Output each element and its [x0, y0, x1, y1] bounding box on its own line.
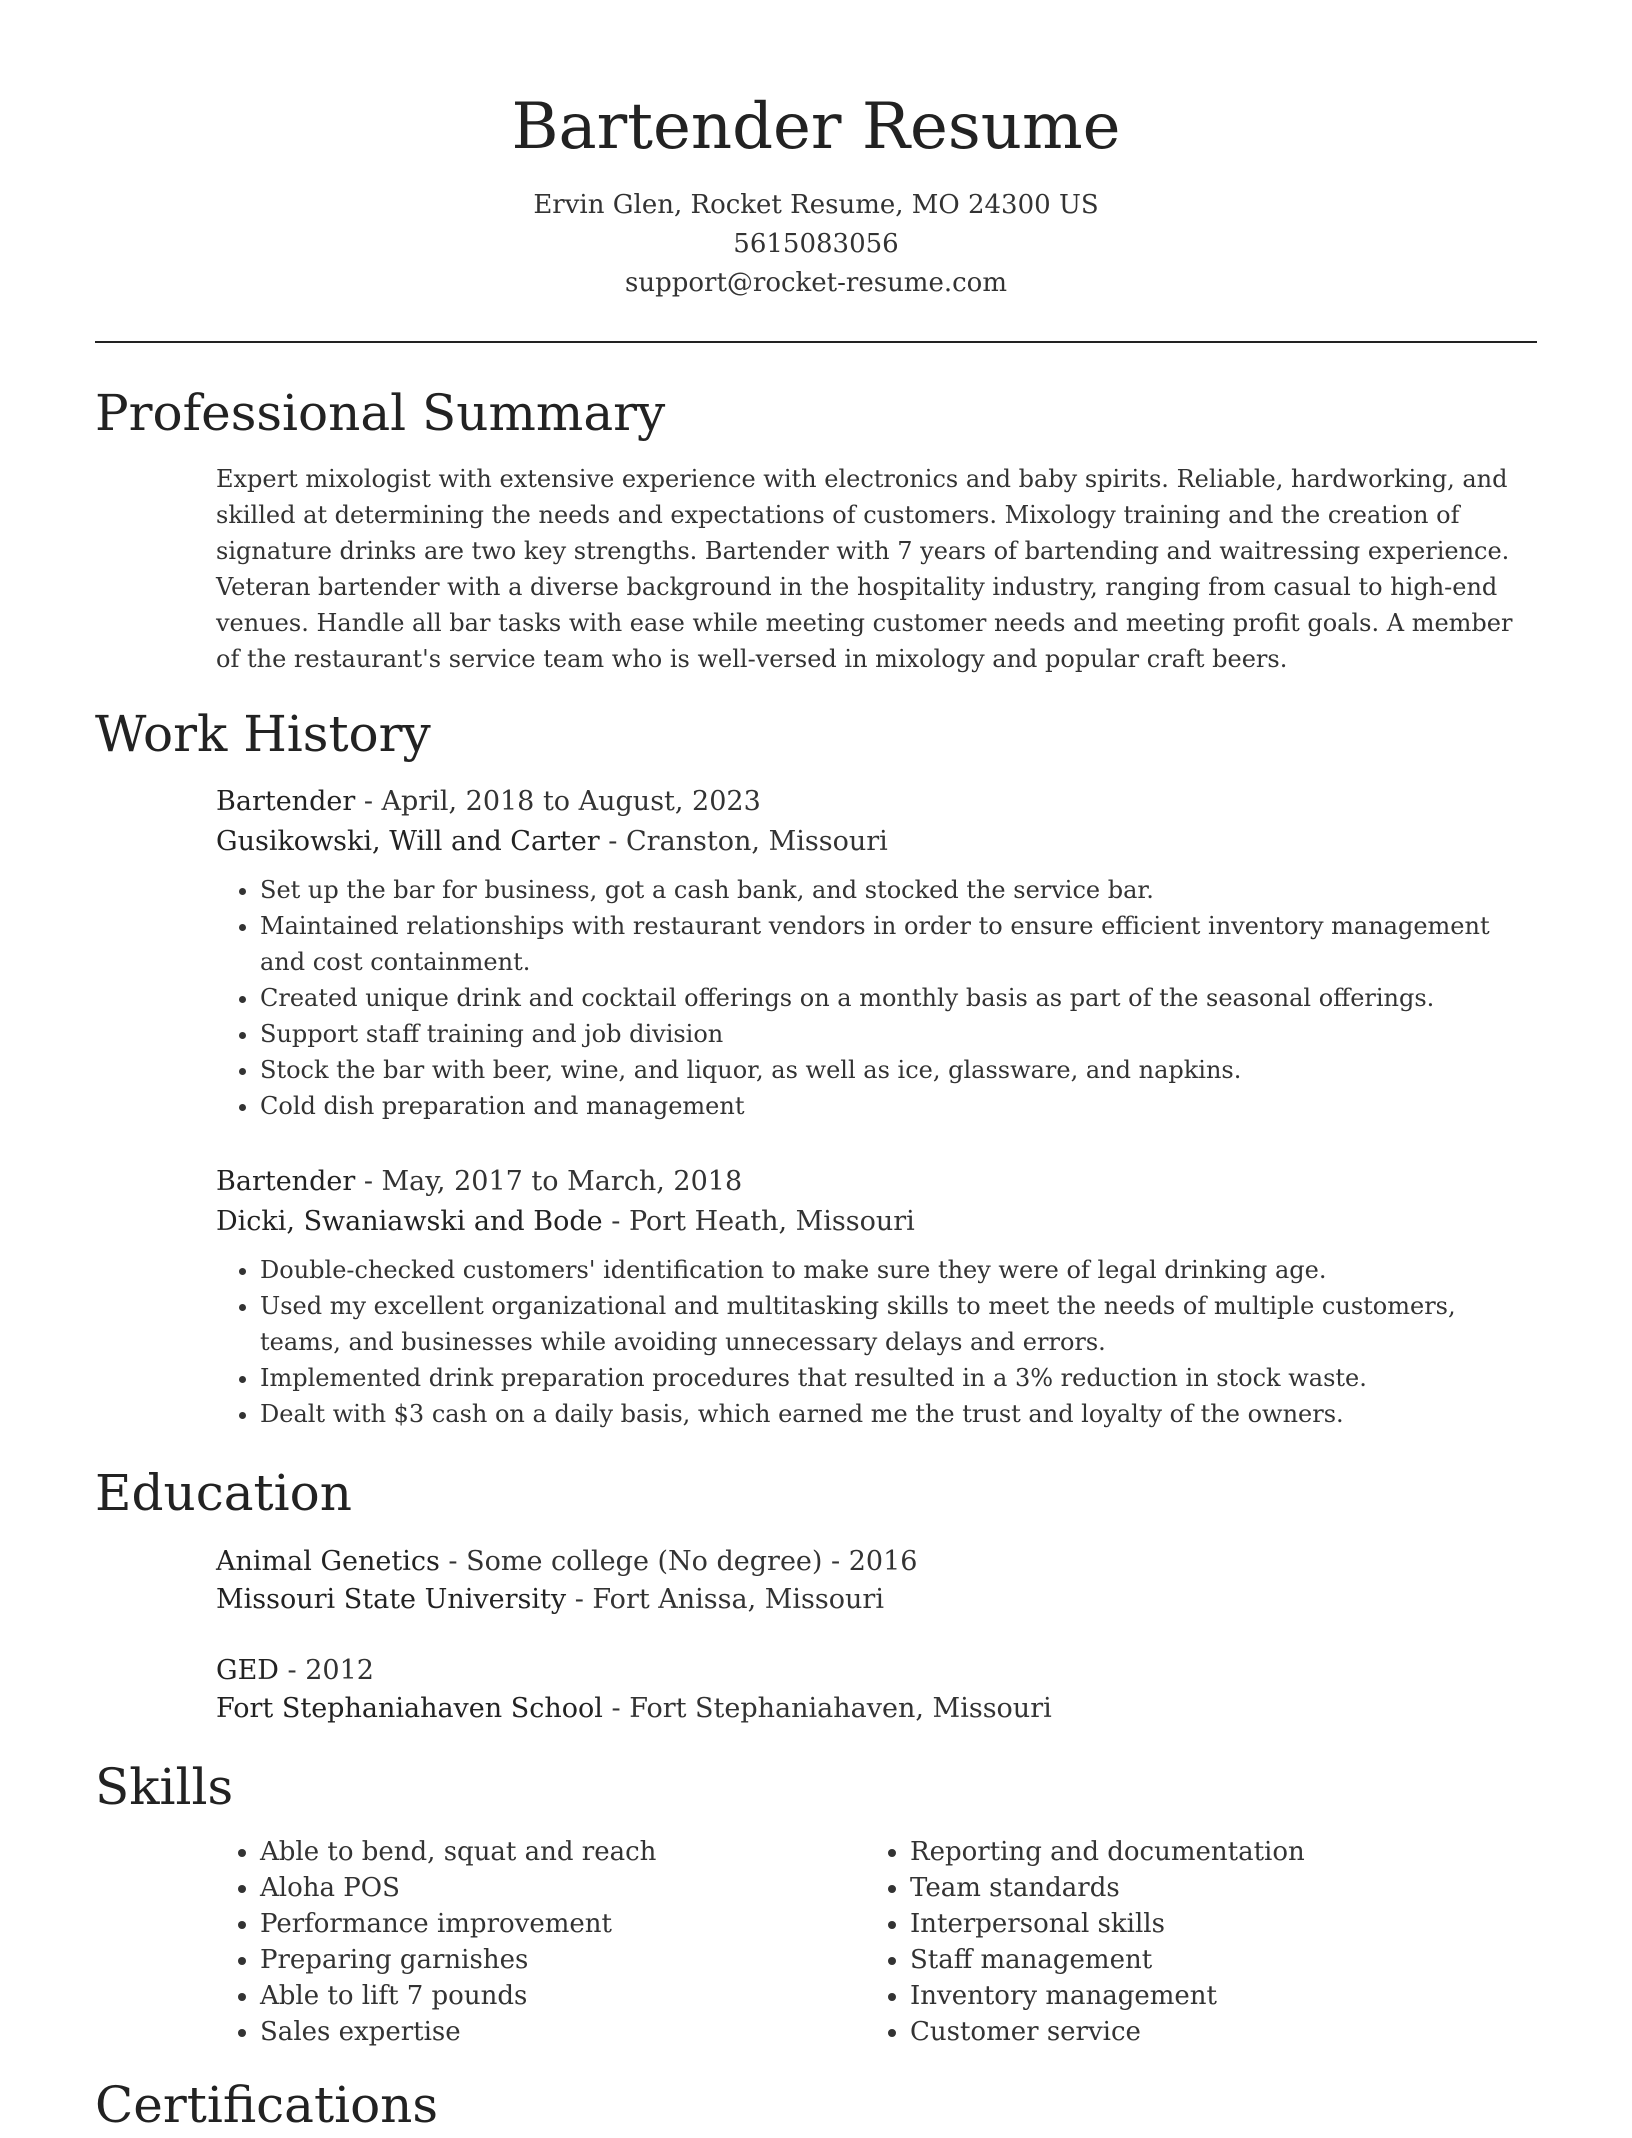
certifications-heading: Certifications [95, 2076, 439, 2134]
skill-item: • Reporting and documentation [910, 1834, 1305, 1870]
contact-address: Ervin Glen, Rocket Resume, MO 24300 US [533, 190, 1099, 220]
education-school: Missouri State University [216, 1584, 567, 1615]
summary-section [216, 461, 1516, 677]
work-history-heading: Work History [95, 705, 431, 763]
education-degree-line [216, 1543, 1516, 1581]
education-school: Fort Stephaniahaven School [216, 1693, 603, 1724]
skill-item: • Customer service [910, 2014, 1305, 2050]
job-company: Gusikowski, Will and Carter [216, 826, 600, 857]
skill-item: • Interpersonal skills [910, 1906, 1305, 1942]
skill-item: • Staff management [910, 1942, 1305, 1978]
education-location: - Fort Anissa, Missouri [566, 1584, 884, 1615]
education-entry [216, 1543, 1516, 1619]
header-divider [95, 341, 1537, 343]
resume-header [0, 0, 1632, 303]
job-bullet: • Created unique drink and cocktail offerings on a monthly basis as part of the seasonal offerings. [260, 980, 1516, 1016]
job-bullet: • Maintained relationships with restaurant vendors in order to ensure efficient inventory management and cost containment. [260, 908, 1516, 980]
job-bullets [216, 872, 1516, 1124]
job-dates: - May, 2017 to March, 2018 [355, 1166, 743, 1197]
contact-email: support@rocket-resume.com [624, 268, 1007, 298]
job-bullet: • Used my excellent organizational and multitasking skills to meet the needs of multiple customers, teams, and businesses while avoiding unnecessary delays and errors. [260, 1288, 1516, 1360]
education-degree: Animal Genetics [216, 1546, 440, 1577]
skill-item: • Aloha POS [260, 1870, 656, 1906]
skill-item: • Performance improvement [260, 1906, 656, 1942]
job-bullet: • Support staff training and job division [260, 1016, 1516, 1052]
job-bullets [216, 1252, 1516, 1432]
summary-heading: Professional Summary [95, 384, 666, 442]
job-title-line [216, 782, 1516, 822]
skill-item: • Inventory management [910, 1978, 1305, 2014]
education-entry [216, 1652, 1516, 1728]
job-bullet: • Double-checked customers' identification to make sure they were of legal drinking age. [260, 1252, 1516, 1288]
skills-heading: Skills [95, 1758, 234, 1816]
job-company-line [216, 822, 1516, 862]
skill-item: • Able to bend, squat and reach [260, 1834, 656, 1870]
skill-item: • Sales expertise [260, 2014, 656, 2050]
job-title: Bartender [216, 1166, 356, 1197]
education-school-line [216, 1581, 1516, 1619]
education-school-line [216, 1690, 1516, 1728]
job-entry [216, 782, 1516, 1124]
education-detail: - 2012 [278, 1655, 374, 1686]
job-company: Dicki, Swaniawski and Bode [216, 1206, 603, 1237]
job-bullet: • Stock the bar with beer, wine, and liquor, as well as ice, glassware, and napkins. [260, 1052, 1516, 1088]
job-dates: - April, 2018 to August, 2023 [355, 786, 761, 817]
job-location: - Cranston, Missouri [599, 826, 888, 857]
job-title: Bartender [216, 786, 356, 817]
job-bullet: • Dealt with $3 cash on a daily basis, which earned me the trust and loyalty of the owners. [260, 1396, 1516, 1432]
skill-item: • Team standards [910, 1870, 1305, 1906]
resume-title: Bartender Resume [511, 90, 1121, 164]
education-detail: - Some college (No degree) - 2016 [439, 1546, 918, 1577]
education-location: - Fort Stephaniahaven, Missouri [602, 1693, 1052, 1724]
summary-text: Expert mixologist with extensive experience with electronics and baby spirits. Reliable, hardworking, and skilled at determining the needs and expectations of customers. Mixology training and the creation of signature drinks are two key strengths. Bartender with 7 years of bartending and waitressing experience. Veteran bartender with a diverse background in the hospitality industry, ranging from casual to high-end venues. Handle all bar tasks with ease while meeting customer needs and meeting profit goals. A member of the restaurant's service team who is well-versed in mixology and popular craft beers. [216, 465, 1513, 673]
job-title-line [216, 1162, 1516, 1202]
job-bullet: • Set up the bar for business, got a cash bank, and stocked the service bar. [260, 872, 1516, 908]
skill-item: • Preparing garnishes [260, 1942, 656, 1978]
job-company-line [216, 1202, 1516, 1242]
contact-phone: 5615083056 [733, 229, 899, 259]
education-heading: Education [95, 1464, 352, 1522]
skills-list-left [216, 1834, 656, 2050]
job-location: - Port Heath, Missouri [602, 1206, 915, 1237]
skill-item: • Able to lift 7 pounds [260, 1978, 656, 2014]
job-bullet: • Implemented drink preparation procedures that resulted in a 3% reduction in stock waste. [260, 1360, 1516, 1396]
job-entry [216, 1162, 1516, 1432]
education-degree: GED [216, 1655, 279, 1686]
skills-list-right [866, 1834, 1305, 2050]
job-bullet: • Cold dish preparation and management [260, 1088, 1516, 1124]
education-degree-line [216, 1652, 1516, 1690]
